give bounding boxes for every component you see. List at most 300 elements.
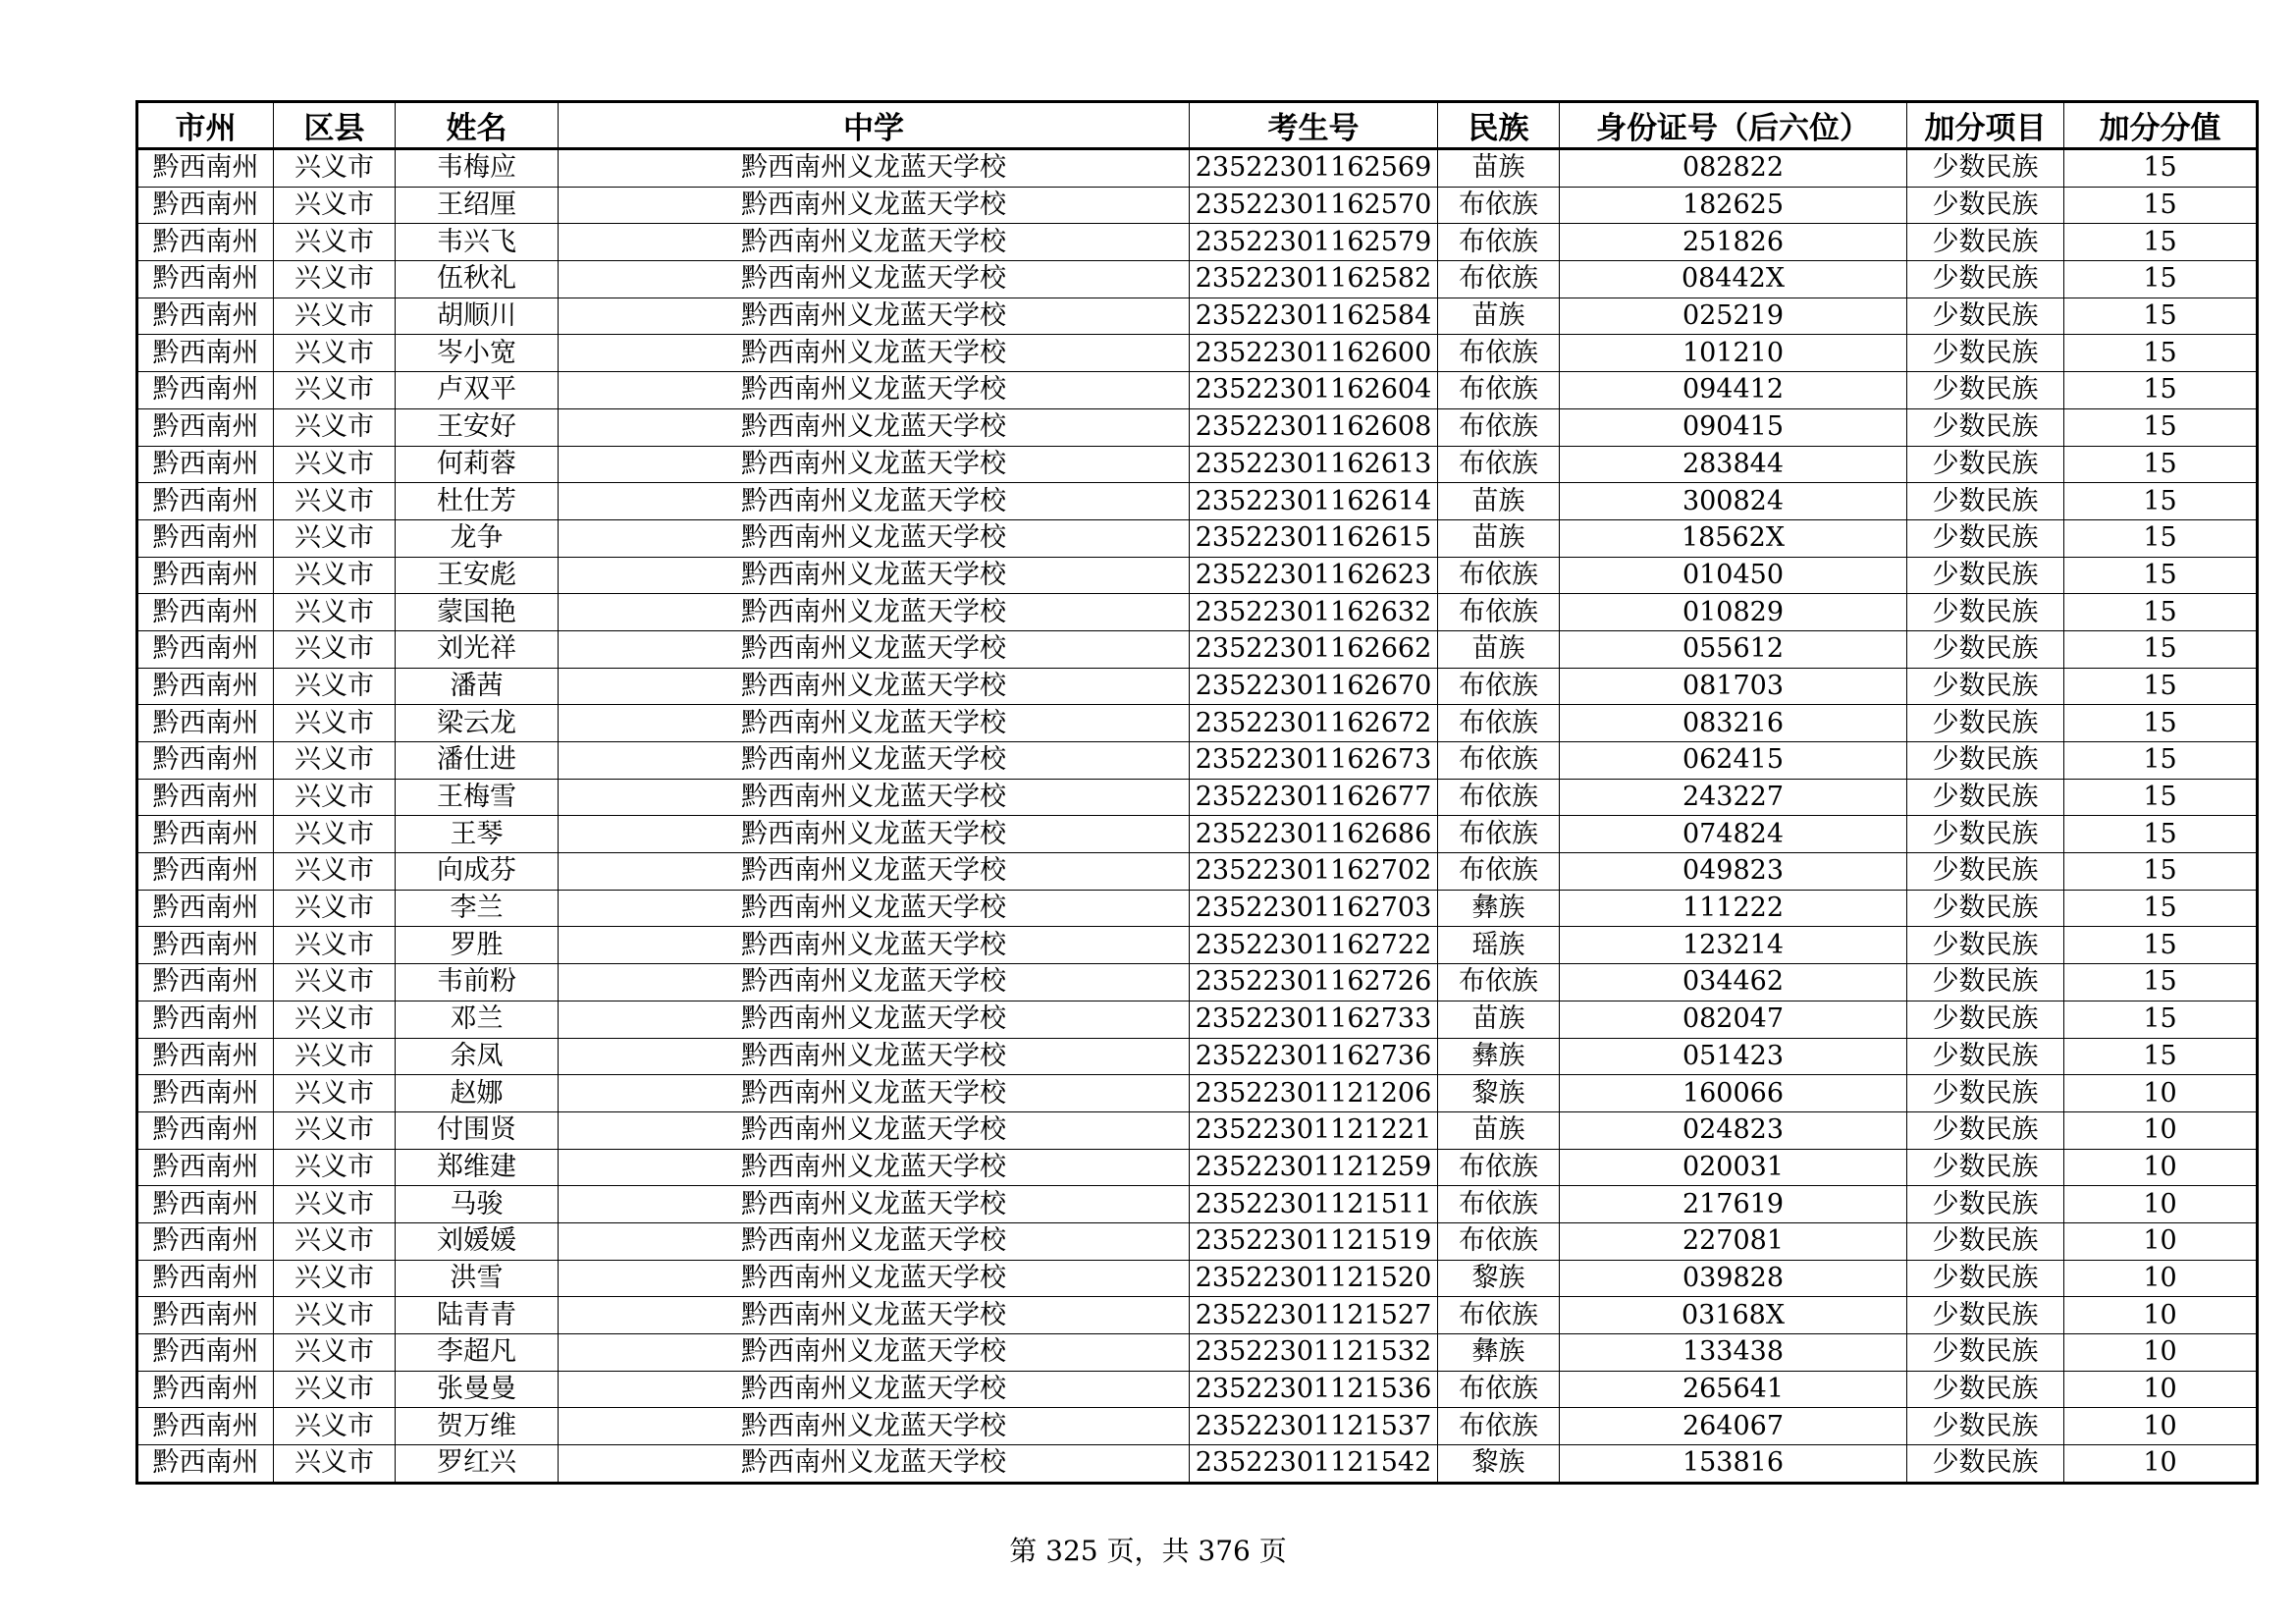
cell-city: 黔西南州 bbox=[137, 1111, 274, 1149]
cell-county: 兴义市 bbox=[274, 149, 396, 188]
cell-ethnicity: 布依族 bbox=[1438, 1186, 1560, 1223]
cell-bonus-item: 少数民族 bbox=[1907, 1408, 2064, 1445]
cell-exam-number: 23522301121206 bbox=[1190, 1075, 1438, 1112]
table-row bbox=[137, 1111, 2258, 1149]
header-bonus-points: 加分分值 bbox=[2064, 102, 2258, 149]
cell-id-suffix: 133438 bbox=[1560, 1334, 1907, 1372]
cell-bonus-points: 10 bbox=[2064, 1222, 2258, 1260]
table-row bbox=[137, 224, 2258, 261]
cell-county: 兴义市 bbox=[274, 408, 396, 446]
cell-bonus-item: 少数民族 bbox=[1907, 261, 2064, 298]
cell-ethnicity: 布依族 bbox=[1438, 1149, 1560, 1186]
cell-bonus-points: 15 bbox=[2064, 964, 2258, 1001]
cell-name: 韦梅应 bbox=[396, 149, 559, 188]
cell-bonus-points: 10 bbox=[2064, 1371, 2258, 1408]
cell-id-suffix: 265641 bbox=[1560, 1371, 1907, 1408]
table-row bbox=[137, 483, 2258, 520]
cell-school: 黔西南州义龙蓝天学校 bbox=[559, 779, 1190, 816]
cell-county: 兴义市 bbox=[274, 630, 396, 668]
cell-name: 罗红兴 bbox=[396, 1445, 559, 1484]
table-row bbox=[137, 668, 2258, 705]
cell-name: 洪雪 bbox=[396, 1260, 559, 1297]
cell-exam-number: 23522301162677 bbox=[1190, 779, 1438, 816]
cell-bonus-points: 15 bbox=[2064, 335, 2258, 372]
cell-bonus-points: 15 bbox=[2064, 261, 2258, 298]
cell-city: 黔西南州 bbox=[137, 1001, 274, 1038]
cell-county: 兴义市 bbox=[274, 594, 396, 631]
cell-school: 黔西南州义龙蓝天学校 bbox=[559, 483, 1190, 520]
cell-ethnicity: 布依族 bbox=[1438, 1371, 1560, 1408]
cell-name: 蒙国艳 bbox=[396, 594, 559, 631]
cell-name: 龙争 bbox=[396, 519, 559, 557]
cell-ethnicity: 彝族 bbox=[1438, 1334, 1560, 1372]
cell-name: 王安好 bbox=[396, 408, 559, 446]
cell-school: 黔西南州义龙蓝天学校 bbox=[559, 1408, 1190, 1445]
cell-id-suffix: 055612 bbox=[1560, 630, 1907, 668]
cell-exam-number: 23522301162722 bbox=[1190, 927, 1438, 964]
cell-school: 黔西南州义龙蓝天学校 bbox=[559, 964, 1190, 1001]
table-row bbox=[137, 816, 2258, 853]
cell-id-suffix: 101210 bbox=[1560, 335, 1907, 372]
cell-city: 黔西南州 bbox=[137, 149, 274, 188]
cell-ethnicity: 黎族 bbox=[1438, 1445, 1560, 1484]
cell-bonus-points: 15 bbox=[2064, 705, 2258, 742]
cell-county: 兴义市 bbox=[274, 1297, 396, 1334]
table-row bbox=[137, 742, 2258, 780]
cell-id-suffix: 227081 bbox=[1560, 1222, 1907, 1260]
cell-city: 黔西南州 bbox=[137, 1222, 274, 1260]
cell-bonus-item: 少数民族 bbox=[1907, 594, 2064, 631]
cell-bonus-points: 15 bbox=[2064, 853, 2258, 891]
cell-city: 黔西南州 bbox=[137, 1445, 274, 1484]
cell-ethnicity: 布依族 bbox=[1438, 224, 1560, 261]
cell-bonus-points: 10 bbox=[2064, 1111, 2258, 1149]
cell-name: 潘茜 bbox=[396, 668, 559, 705]
cell-ethnicity: 布依族 bbox=[1438, 853, 1560, 891]
cell-id-suffix: 051423 bbox=[1560, 1038, 1907, 1075]
cell-exam-number: 23522301162673 bbox=[1190, 742, 1438, 780]
table-row bbox=[137, 705, 2258, 742]
cell-exam-number: 23522301162600 bbox=[1190, 335, 1438, 372]
cell-county: 兴义市 bbox=[274, 1445, 396, 1484]
cell-exam-number: 23522301162584 bbox=[1190, 298, 1438, 335]
cell-county: 兴义市 bbox=[274, 483, 396, 520]
cell-school: 黔西南州义龙蓝天学校 bbox=[559, 630, 1190, 668]
cell-exam-number: 23522301162702 bbox=[1190, 853, 1438, 891]
cell-bonus-item: 少数民族 bbox=[1907, 1001, 2064, 1038]
cell-name: 何莉蓉 bbox=[396, 446, 559, 483]
cell-exam-number: 23522301162579 bbox=[1190, 224, 1438, 261]
cell-county: 兴义市 bbox=[274, 1149, 396, 1186]
cell-name: 卢双平 bbox=[396, 372, 559, 409]
cell-school: 黔西南州义龙蓝天学校 bbox=[559, 1334, 1190, 1372]
cell-county: 兴义市 bbox=[274, 519, 396, 557]
cell-bonus-points: 10 bbox=[2064, 1408, 2258, 1445]
cell-city: 黔西南州 bbox=[137, 668, 274, 705]
table-row bbox=[137, 149, 2258, 188]
cell-exam-number: 23522301121537 bbox=[1190, 1408, 1438, 1445]
cell-name: 陆青青 bbox=[396, 1297, 559, 1334]
cell-ethnicity: 布依族 bbox=[1438, 372, 1560, 409]
cell-county: 兴义市 bbox=[274, 187, 396, 224]
cell-bonus-item: 少数民族 bbox=[1907, 483, 2064, 520]
cell-bonus-item: 少数民族 bbox=[1907, 964, 2064, 1001]
cell-id-suffix: 251826 bbox=[1560, 224, 1907, 261]
cell-ethnicity: 彝族 bbox=[1438, 1038, 1560, 1075]
cell-county: 兴义市 bbox=[274, 1334, 396, 1372]
cell-bonus-points: 10 bbox=[2064, 1297, 2258, 1334]
cell-city: 黔西南州 bbox=[137, 1186, 274, 1223]
cell-bonus-points: 15 bbox=[2064, 224, 2258, 261]
cell-school: 黔西南州义龙蓝天学校 bbox=[559, 1222, 1190, 1260]
cell-bonus-points: 15 bbox=[2064, 483, 2258, 520]
cell-exam-number: 23522301121542 bbox=[1190, 1445, 1438, 1484]
header-city: 市州 bbox=[137, 102, 274, 149]
table-row bbox=[137, 519, 2258, 557]
cell-city: 黔西南州 bbox=[137, 1038, 274, 1075]
cell-name: 罗胜 bbox=[396, 927, 559, 964]
cell-county: 兴义市 bbox=[274, 1260, 396, 1297]
cell-ethnicity: 苗族 bbox=[1438, 149, 1560, 188]
cell-ethnicity: 布依族 bbox=[1438, 1297, 1560, 1334]
cell-ethnicity: 布依族 bbox=[1438, 408, 1560, 446]
cell-exam-number: 23522301162632 bbox=[1190, 594, 1438, 631]
cell-county: 兴义市 bbox=[274, 1408, 396, 1445]
cell-city: 黔西南州 bbox=[137, 742, 274, 780]
cell-name: 王琴 bbox=[396, 816, 559, 853]
table-row bbox=[137, 890, 2258, 927]
cell-ethnicity: 瑶族 bbox=[1438, 927, 1560, 964]
header-exam-number: 考生号 bbox=[1190, 102, 1438, 149]
cell-name: 刘媛媛 bbox=[396, 1222, 559, 1260]
cell-bonus-points: 10 bbox=[2064, 1149, 2258, 1186]
cell-exam-number: 23522301162670 bbox=[1190, 668, 1438, 705]
cell-exam-number: 23522301162736 bbox=[1190, 1038, 1438, 1075]
cell-id-suffix: 039828 bbox=[1560, 1260, 1907, 1297]
cell-name: 李超凡 bbox=[396, 1334, 559, 1372]
cell-city: 黔西南州 bbox=[137, 519, 274, 557]
cell-school: 黔西南州义龙蓝天学校 bbox=[559, 261, 1190, 298]
cell-bonus-points: 15 bbox=[2064, 668, 2258, 705]
cell-id-suffix: 111222 bbox=[1560, 890, 1907, 927]
table-row bbox=[137, 557, 2258, 594]
page-number-text: 第 325 页，共 376 页 bbox=[1009, 1535, 1287, 1567]
cell-name: 向成芬 bbox=[396, 853, 559, 891]
table-row bbox=[137, 927, 2258, 964]
cell-school: 黔西南州义龙蓝天学校 bbox=[559, 1149, 1190, 1186]
cell-id-suffix: 153816 bbox=[1560, 1445, 1907, 1484]
cell-name: 王梅雪 bbox=[396, 779, 559, 816]
table-row bbox=[137, 964, 2258, 1001]
cell-id-suffix: 264067 bbox=[1560, 1408, 1907, 1445]
cell-bonus-item: 少数民族 bbox=[1907, 1334, 2064, 1372]
cell-city: 黔西南州 bbox=[137, 335, 274, 372]
cell-school: 黔西南州义龙蓝天学校 bbox=[559, 298, 1190, 335]
cell-bonus-points: 15 bbox=[2064, 630, 2258, 668]
cell-name: 伍秋礼 bbox=[396, 261, 559, 298]
cell-bonus-points: 10 bbox=[2064, 1445, 2258, 1484]
cell-city: 黔西南州 bbox=[137, 408, 274, 446]
cell-name: 赵娜 bbox=[396, 1075, 559, 1112]
cell-county: 兴义市 bbox=[274, 298, 396, 335]
cell-city: 黔西南州 bbox=[137, 372, 274, 409]
cell-school: 黔西南州义龙蓝天学校 bbox=[559, 1297, 1190, 1334]
cell-county: 兴义市 bbox=[274, 927, 396, 964]
cell-bonus-item: 少数民族 bbox=[1907, 446, 2064, 483]
cell-name: 梁云龙 bbox=[396, 705, 559, 742]
cell-name: 杜仕芳 bbox=[396, 483, 559, 520]
cell-ethnicity: 布依族 bbox=[1438, 816, 1560, 853]
cell-school: 黔西南州义龙蓝天学校 bbox=[559, 594, 1190, 631]
cell-id-suffix: 082047 bbox=[1560, 1001, 1907, 1038]
table-body bbox=[137, 149, 2258, 1484]
cell-bonus-item: 少数民族 bbox=[1907, 1260, 2064, 1297]
cell-id-suffix: 123214 bbox=[1560, 927, 1907, 964]
cell-school: 黔西南州义龙蓝天学校 bbox=[559, 1260, 1190, 1297]
cell-school: 黔西南州义龙蓝天学校 bbox=[559, 408, 1190, 446]
table-row bbox=[137, 853, 2258, 891]
cell-county: 兴义市 bbox=[274, 853, 396, 891]
cell-exam-number: 23522301162582 bbox=[1190, 261, 1438, 298]
cell-name: 刘光祥 bbox=[396, 630, 559, 668]
cell-school: 黔西南州义龙蓝天学校 bbox=[559, 149, 1190, 188]
cell-ethnicity: 布依族 bbox=[1438, 446, 1560, 483]
cell-county: 兴义市 bbox=[274, 224, 396, 261]
cell-ethnicity: 苗族 bbox=[1438, 630, 1560, 668]
cell-bonus-item: 少数民族 bbox=[1907, 224, 2064, 261]
header-id-suffix: 身份证号（后六位） bbox=[1560, 102, 1907, 149]
cell-school: 黔西南州义龙蓝天学校 bbox=[559, 1001, 1190, 1038]
cell-city: 黔西南州 bbox=[137, 1408, 274, 1445]
cell-bonus-item: 少数民族 bbox=[1907, 372, 2064, 409]
cell-county: 兴义市 bbox=[274, 779, 396, 816]
cell-county: 兴义市 bbox=[274, 446, 396, 483]
table-row bbox=[137, 1334, 2258, 1372]
table-row bbox=[137, 1297, 2258, 1334]
cell-bonus-item: 少数民族 bbox=[1907, 1111, 2064, 1149]
table-row bbox=[137, 1445, 2258, 1484]
cell-bonus-points: 15 bbox=[2064, 149, 2258, 188]
cell-city: 黔西南州 bbox=[137, 261, 274, 298]
cell-school: 黔西南州义龙蓝天学校 bbox=[559, 853, 1190, 891]
cell-county: 兴义市 bbox=[274, 1186, 396, 1223]
cell-exam-number: 23522301121519 bbox=[1190, 1222, 1438, 1260]
cell-bonus-points: 15 bbox=[2064, 372, 2258, 409]
table-row bbox=[137, 1222, 2258, 1260]
cell-ethnicity: 布依族 bbox=[1438, 594, 1560, 631]
cell-exam-number: 23522301121511 bbox=[1190, 1186, 1438, 1223]
cell-exam-number: 23522301121527 bbox=[1190, 1297, 1438, 1334]
cell-bonus-points: 15 bbox=[2064, 519, 2258, 557]
table-row bbox=[137, 335, 2258, 372]
cell-bonus-points: 10 bbox=[2064, 1186, 2258, 1223]
cell-ethnicity: 布依族 bbox=[1438, 1222, 1560, 1260]
cell-bonus-points: 15 bbox=[2064, 446, 2258, 483]
cell-county: 兴义市 bbox=[274, 1111, 396, 1149]
cell-bonus-item: 少数民族 bbox=[1907, 853, 2064, 891]
cell-exam-number: 23522301162608 bbox=[1190, 408, 1438, 446]
cell-ethnicity: 彝族 bbox=[1438, 890, 1560, 927]
cell-name: 韦前粉 bbox=[396, 964, 559, 1001]
cell-exam-number: 23522301162569 bbox=[1190, 149, 1438, 188]
cell-school: 黔西南州义龙蓝天学校 bbox=[559, 519, 1190, 557]
table-row bbox=[137, 1371, 2258, 1408]
cell-ethnicity: 布依族 bbox=[1438, 742, 1560, 780]
header-row bbox=[137, 102, 2258, 149]
cell-bonus-item: 少数民族 bbox=[1907, 298, 2064, 335]
cell-city: 黔西南州 bbox=[137, 298, 274, 335]
cell-city: 黔西南州 bbox=[137, 1149, 274, 1186]
cell-id-suffix: 03168X bbox=[1560, 1297, 1907, 1334]
cell-bonus-points: 10 bbox=[2064, 1334, 2258, 1372]
cell-exam-number: 23522301162613 bbox=[1190, 446, 1438, 483]
cell-city: 黔西南州 bbox=[137, 557, 274, 594]
cell-ethnicity: 布依族 bbox=[1438, 779, 1560, 816]
table-row bbox=[137, 446, 2258, 483]
table-row bbox=[137, 372, 2258, 409]
cell-city: 黔西南州 bbox=[137, 483, 274, 520]
cell-ethnicity: 布依族 bbox=[1438, 335, 1560, 372]
cell-school: 黔西南州义龙蓝天学校 bbox=[559, 187, 1190, 224]
cell-id-suffix: 18562X bbox=[1560, 519, 1907, 557]
cell-ethnicity: 布依族 bbox=[1438, 705, 1560, 742]
cell-bonus-item: 少数民族 bbox=[1907, 1149, 2064, 1186]
cell-exam-number: 23522301162662 bbox=[1190, 630, 1438, 668]
cell-ethnicity: 布依族 bbox=[1438, 557, 1560, 594]
cell-school: 黔西南州义龙蓝天学校 bbox=[559, 446, 1190, 483]
cell-school: 黔西南州义龙蓝天学校 bbox=[559, 742, 1190, 780]
cell-county: 兴义市 bbox=[274, 1075, 396, 1112]
cell-county: 兴义市 bbox=[274, 816, 396, 853]
cell-school: 黔西南州义龙蓝天学校 bbox=[559, 1111, 1190, 1149]
header-county: 区县 bbox=[274, 102, 396, 149]
cell-bonus-item: 少数民族 bbox=[1907, 187, 2064, 224]
cell-bonus-item: 少数民族 bbox=[1907, 335, 2064, 372]
cell-name: 马骏 bbox=[396, 1186, 559, 1223]
cell-exam-number: 23522301162615 bbox=[1190, 519, 1438, 557]
cell-bonus-item: 少数民族 bbox=[1907, 1075, 2064, 1112]
cell-school: 黔西南州义龙蓝天学校 bbox=[559, 557, 1190, 594]
cell-name: 王绍厘 bbox=[396, 187, 559, 224]
cell-id-suffix: 300824 bbox=[1560, 483, 1907, 520]
cell-bonus-points: 10 bbox=[2064, 1260, 2258, 1297]
table-row bbox=[137, 1186, 2258, 1223]
cell-county: 兴义市 bbox=[274, 335, 396, 372]
cell-bonus-points: 15 bbox=[2064, 298, 2258, 335]
cell-exam-number: 23522301162570 bbox=[1190, 187, 1438, 224]
cell-bonus-points: 15 bbox=[2064, 890, 2258, 927]
cell-city: 黔西南州 bbox=[137, 1371, 274, 1408]
cell-exam-number: 23522301162614 bbox=[1190, 483, 1438, 520]
cell-ethnicity: 黎族 bbox=[1438, 1075, 1560, 1112]
cell-exam-number: 23522301162726 bbox=[1190, 964, 1438, 1001]
cell-id-suffix: 010829 bbox=[1560, 594, 1907, 631]
cell-ethnicity: 苗族 bbox=[1438, 519, 1560, 557]
cell-school: 黔西南州义龙蓝天学校 bbox=[559, 890, 1190, 927]
table-row bbox=[137, 187, 2258, 224]
table-row bbox=[137, 630, 2258, 668]
cell-city: 黔西南州 bbox=[137, 594, 274, 631]
cell-name: 李兰 bbox=[396, 890, 559, 927]
cell-id-suffix: 074824 bbox=[1560, 816, 1907, 853]
cell-county: 兴义市 bbox=[274, 668, 396, 705]
cell-id-suffix: 094412 bbox=[1560, 372, 1907, 409]
table-header bbox=[137, 102, 2258, 149]
cell-id-suffix: 049823 bbox=[1560, 853, 1907, 891]
cell-school: 黔西南州义龙蓝天学校 bbox=[559, 927, 1190, 964]
cell-id-suffix: 283844 bbox=[1560, 446, 1907, 483]
cell-city: 黔西南州 bbox=[137, 964, 274, 1001]
cell-bonus-item: 少数民族 bbox=[1907, 557, 2064, 594]
cell-bonus-item: 少数民族 bbox=[1907, 1445, 2064, 1484]
cell-ethnicity: 苗族 bbox=[1438, 298, 1560, 335]
cell-bonus-item: 少数民族 bbox=[1907, 668, 2064, 705]
cell-school: 黔西南州义龙蓝天学校 bbox=[559, 1075, 1190, 1112]
table-row bbox=[137, 261, 2258, 298]
cell-exam-number: 23522301162672 bbox=[1190, 705, 1438, 742]
table-row bbox=[137, 298, 2258, 335]
cell-bonus-points: 15 bbox=[2064, 408, 2258, 446]
cell-bonus-item: 少数民族 bbox=[1907, 742, 2064, 780]
cell-bonus-item: 少数民族 bbox=[1907, 630, 2064, 668]
cell-bonus-points: 15 bbox=[2064, 779, 2258, 816]
cell-bonus-item: 少数民族 bbox=[1907, 705, 2064, 742]
cell-ethnicity: 布依族 bbox=[1438, 668, 1560, 705]
cell-bonus-item: 少数民族 bbox=[1907, 1186, 2064, 1223]
cell-ethnicity: 苗族 bbox=[1438, 1111, 1560, 1149]
cell-bonus-points: 15 bbox=[2064, 816, 2258, 853]
cell-name: 张曼曼 bbox=[396, 1371, 559, 1408]
cell-bonus-item: 少数民族 bbox=[1907, 1038, 2064, 1075]
cell-id-suffix: 08442X bbox=[1560, 261, 1907, 298]
cell-id-suffix: 024823 bbox=[1560, 1111, 1907, 1149]
data-table bbox=[135, 100, 2259, 1485]
table-row bbox=[137, 779, 2258, 816]
cell-bonus-item: 少数民族 bbox=[1907, 1371, 2064, 1408]
cell-exam-number: 23522301162604 bbox=[1190, 372, 1438, 409]
cell-county: 兴义市 bbox=[274, 964, 396, 1001]
header-bonus-item: 加分项目 bbox=[1907, 102, 2064, 149]
cell-bonus-item: 少数民族 bbox=[1907, 1297, 2064, 1334]
header-school: 中学 bbox=[559, 102, 1190, 149]
cell-bonus-points: 15 bbox=[2064, 1038, 2258, 1075]
cell-id-suffix: 062415 bbox=[1560, 742, 1907, 780]
cell-school: 黔西南州义龙蓝天学校 bbox=[559, 1038, 1190, 1075]
cell-county: 兴义市 bbox=[274, 1222, 396, 1260]
cell-county: 兴义市 bbox=[274, 261, 396, 298]
cell-city: 黔西南州 bbox=[137, 446, 274, 483]
cell-bonus-item: 少数民族 bbox=[1907, 779, 2064, 816]
table-row bbox=[137, 594, 2258, 631]
cell-ethnicity: 苗族 bbox=[1438, 1001, 1560, 1038]
cell-name: 王安彪 bbox=[396, 557, 559, 594]
cell-bonus-points: 15 bbox=[2064, 187, 2258, 224]
cell-county: 兴义市 bbox=[274, 890, 396, 927]
cell-ethnicity: 布依族 bbox=[1438, 261, 1560, 298]
cell-city: 黔西南州 bbox=[137, 853, 274, 891]
cell-ethnicity: 黎族 bbox=[1438, 1260, 1560, 1297]
cell-exam-number: 23522301162703 bbox=[1190, 890, 1438, 927]
cell-city: 黔西南州 bbox=[137, 927, 274, 964]
cell-city: 黔西南州 bbox=[137, 224, 274, 261]
cell-county: 兴义市 bbox=[274, 372, 396, 409]
cell-bonus-item: 少数民族 bbox=[1907, 149, 2064, 188]
page-footer bbox=[0, 1530, 2296, 1569]
cell-exam-number: 23522301162623 bbox=[1190, 557, 1438, 594]
cell-exam-number: 23522301162733 bbox=[1190, 1001, 1438, 1038]
cell-id-suffix: 034462 bbox=[1560, 964, 1907, 1001]
cell-city: 黔西南州 bbox=[137, 816, 274, 853]
